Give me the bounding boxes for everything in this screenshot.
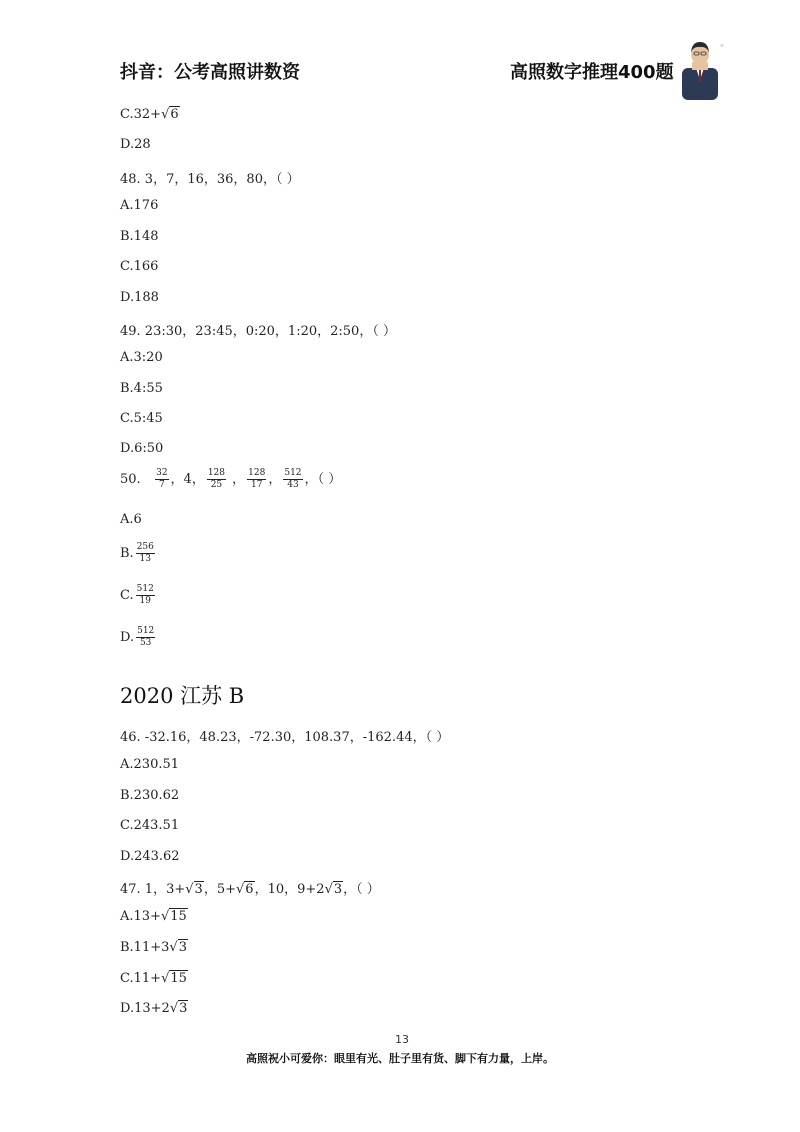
sqrt-expression: √15 (161, 971, 187, 986)
svg-text:®: ® (720, 43, 724, 48)
q46-option-a: A.230.51 (120, 757, 180, 772)
q48-option-d: D.188 (120, 290, 159, 305)
q49-option-c: C.5:45 (120, 411, 163, 426)
q47-option-b: B.11+3√3 (120, 940, 187, 955)
fraction: $\frac{32}{7}$ (156, 468, 168, 490)
q47-option-d: D.13+2√3 (120, 1001, 188, 1016)
q48-option-a: A.176 (120, 198, 159, 213)
q46-option-c: C.243.51 (120, 818, 180, 833)
q48-option-b: B.148 (120, 229, 159, 244)
q50-option-a: A.6 (120, 512, 142, 527)
fraction: $\frac{128}{25}$ (207, 468, 226, 490)
sqrt-expression: √3 (324, 882, 343, 897)
q50-option-d: D. $\frac{512}{53}$ (120, 626, 155, 648)
q49-option-b: B.4:55 (120, 381, 163, 396)
q46-option-d: D.243.62 (120, 849, 180, 864)
q47-option-a: A.13+√15 (120, 909, 187, 924)
sqrt-expression: √15 (160, 909, 187, 924)
sqrt-expression: √3 (185, 882, 203, 897)
q50-stem: 50. $\frac{32}{7}$ ，4， $\frac{128}{25}$ ， $\frac{128}{17}$ ， $\frac{512}{43}$ ，（ ） (120, 468, 342, 490)
q47-stem: 47. 1，3+√3，5+√6，10，9+2√3，（ ） (120, 882, 380, 897)
sqrt-expression: √6 (161, 107, 179, 122)
question-number: 50. (120, 472, 141, 487)
footer-slogan: 高照祝小可爱你：眼里有光、肚子里有货、脚下有力量，上岸。 (246, 1052, 554, 1065)
q49-option-a: A.3:20 (120, 350, 163, 365)
header-right-title: 高照数字推理400题 (510, 62, 674, 83)
header-left-title: 抖音：公考高照讲数资 (120, 62, 300, 83)
q48-stem: 48. 3，7，16，36，80，（ ） (120, 172, 300, 187)
q50-option-c: C. $\frac{512}{19}$ (120, 584, 154, 606)
fraction: $\frac{128}{17}$ (248, 468, 266, 490)
section-title: 2020 江苏 B (120, 684, 245, 708)
answer-blank: （ ） (317, 472, 342, 487)
option-prefix: C.32+ (120, 107, 162, 122)
fraction: $\frac{512}{53}$ (137, 626, 155, 648)
sqrt-expression: √6 (236, 882, 254, 897)
q46-option-b: B.230.62 (120, 788, 180, 803)
sqrt-expression: √3 (169, 1001, 188, 1016)
q49-stem: 49. 23:30，23:45，0:20，1:20，2:50，（ ） (120, 324, 396, 339)
presenter-portrait (676, 40, 724, 100)
fraction: $\frac{512}{43}$ (284, 468, 302, 490)
q50-option-b: B. $\frac{256}{13}$ (120, 542, 154, 564)
q46-stem: 46. -32.16，48.23，-72.30，108.37，-162.44，（ ） (120, 730, 450, 745)
q49-option-d: D.6:50 (120, 441, 164, 456)
q47-option-c: C.11+√15 (120, 971, 187, 986)
fraction: $\frac{256}{13}$ (136, 542, 154, 564)
q47-prev-option-c (120, 107, 180, 122)
q47-prev-option-d: D.28 (120, 137, 151, 152)
fraction: $\frac{512}{19}$ (136, 584, 154, 606)
sqrt-expression: √3 (169, 940, 187, 955)
q48-option-c: C.166 (120, 259, 159, 274)
page-number: 13 (395, 1033, 409, 1046)
